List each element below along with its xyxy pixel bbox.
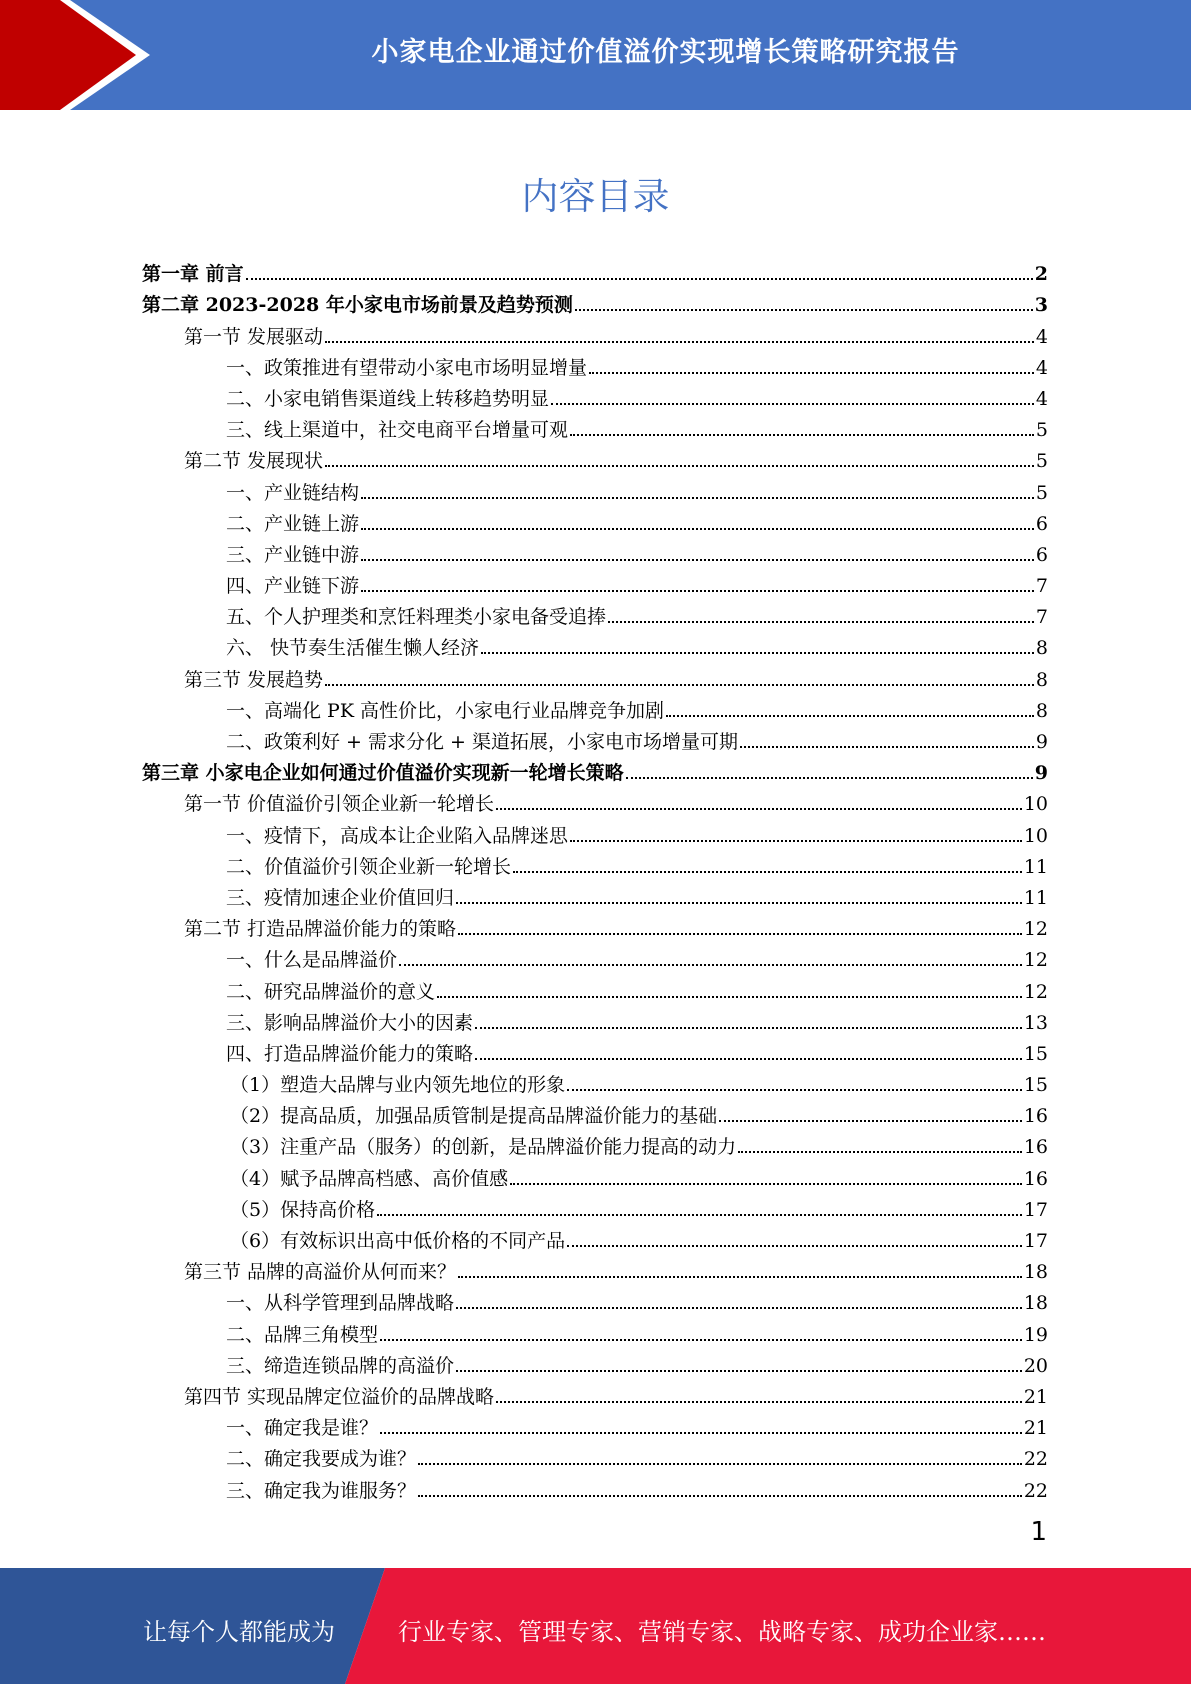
toc-entry-page: 5 bbox=[1035, 481, 1048, 504]
toc-entry[interactable] bbox=[142, 628, 1048, 659]
toc-entry-page: 8 bbox=[1035, 637, 1048, 660]
toc-leader-dots bbox=[246, 278, 1033, 280]
toc-entry-page: 22 bbox=[1023, 1479, 1048, 1502]
toc-entry-page: 5 bbox=[1035, 419, 1048, 442]
toc-entry-page: 15 bbox=[1023, 1042, 1048, 1065]
toc-entry[interactable] bbox=[142, 722, 1048, 753]
toc-entry[interactable] bbox=[142, 971, 1048, 1002]
toc-entry-page: 12 bbox=[1023, 949, 1048, 972]
toc-entry-label: 一、从科学管理到品牌战略 bbox=[226, 1292, 455, 1315]
toc-leader-dots bbox=[361, 497, 1034, 499]
toc-entry[interactable] bbox=[142, 1408, 1048, 1439]
toc-leader-dots bbox=[551, 403, 1034, 405]
toc-entry[interactable] bbox=[142, 1065, 1048, 1096]
toc-leader-dots bbox=[456, 902, 1022, 904]
toc-entry-page: 5 bbox=[1035, 450, 1048, 473]
toc-entry[interactable] bbox=[142, 379, 1048, 410]
toc-entry-label: 第一节 发展驱动 bbox=[184, 325, 324, 348]
toc-entry[interactable] bbox=[142, 1127, 1048, 1158]
toc-entry-label: 二、品牌三角模型 bbox=[226, 1323, 379, 1346]
toc-entry-label: 二、确定我要成为谁？ bbox=[226, 1448, 417, 1471]
toc-entry-page: 19 bbox=[1023, 1323, 1048, 1346]
toc-entry-page: 11 bbox=[1023, 855, 1048, 878]
toc-leader-dots bbox=[567, 1245, 1022, 1247]
toc-entry-label: 二、研究品牌溢价的意义 bbox=[226, 980, 436, 1003]
toc-entry-page: 22 bbox=[1023, 1448, 1048, 1471]
toc-entry-label: 六、 快节奏生活催生懒人经济 bbox=[226, 637, 480, 660]
toc-entry[interactable] bbox=[142, 1346, 1048, 1377]
toc-leader-dots bbox=[513, 871, 1022, 873]
toc-entry-label: 三、线上渠道中，社交电商平台增量可观 bbox=[226, 419, 569, 442]
toc-entry[interactable] bbox=[142, 1377, 1048, 1408]
footer-slogan-left: 让每个人都能成为 bbox=[143, 1618, 335, 1646]
toc-entry[interactable] bbox=[142, 940, 1048, 971]
toc-leader-dots bbox=[380, 1339, 1022, 1341]
toc-entry[interactable] bbox=[142, 566, 1048, 597]
toc-leader-dots bbox=[481, 652, 1034, 654]
toc-entry-label: 四、产业链下游 bbox=[226, 575, 360, 598]
toc-entry[interactable] bbox=[142, 1470, 1048, 1501]
toc-entry-page: 10 bbox=[1023, 793, 1048, 816]
toc-entry[interactable] bbox=[142, 847, 1048, 878]
toc-entry[interactable] bbox=[142, 753, 1048, 784]
toc-entry-page: 16 bbox=[1023, 1105, 1048, 1128]
toc-entry[interactable] bbox=[142, 1221, 1048, 1252]
toc-leader-dots bbox=[458, 933, 1022, 935]
toc-leader-dots bbox=[666, 715, 1034, 717]
toc-entry-label: 一、疫情下，高成本让企业陷入品牌迷思 bbox=[226, 824, 569, 847]
toc-leader-dots bbox=[570, 434, 1034, 436]
toc-entry[interactable] bbox=[142, 1034, 1048, 1065]
toc-entry-page: 7 bbox=[1035, 575, 1048, 598]
toc-entry-label: 第四节 实现品牌定位溢价的品牌战略 bbox=[184, 1385, 495, 1408]
toc-entry-page: 20 bbox=[1023, 1354, 1048, 1377]
toc-entry[interactable] bbox=[142, 254, 1048, 285]
toc-entry-label: 第三章 小家电企业如何通过价值溢价实现新一轮增长策略 bbox=[142, 762, 624, 785]
toc-leader-dots bbox=[589, 372, 1034, 374]
toc-entry-label: 一、高端化 PK 高性价比，小家电行业品牌竞争加剧 bbox=[226, 699, 665, 722]
toc-entry-page: 4 bbox=[1035, 356, 1048, 379]
toc-entry-label: 第二节 发展现状 bbox=[184, 450, 324, 473]
toc-entry-label: （3）注重产品（服务）的创新，是品牌溢价能力提高的动力 bbox=[230, 1136, 737, 1159]
toc-leader-dots bbox=[575, 309, 1033, 311]
toc-entry[interactable] bbox=[142, 504, 1048, 535]
toc-entry[interactable] bbox=[142, 472, 1048, 503]
toc-entry-label: 四、打造品牌溢价能力的策略 bbox=[226, 1042, 474, 1065]
toc-leader-dots bbox=[719, 1120, 1022, 1122]
toc-leader-dots bbox=[475, 1027, 1022, 1029]
toc-entry[interactable] bbox=[142, 878, 1048, 909]
toc-leader-dots bbox=[325, 341, 1034, 343]
toc-entry[interactable] bbox=[142, 410, 1048, 441]
toc-leader-dots bbox=[418, 1495, 1022, 1497]
toc-entry[interactable] bbox=[142, 1096, 1048, 1127]
toc-leader-dots bbox=[361, 559, 1034, 561]
toc-entry-page: 7 bbox=[1035, 606, 1048, 629]
toc-entry[interactable] bbox=[142, 597, 1048, 628]
toc-entry[interactable] bbox=[142, 1158, 1048, 1189]
toc-leader-dots bbox=[738, 1151, 1022, 1153]
toc-leader-dots bbox=[399, 964, 1022, 966]
toc-entry[interactable] bbox=[142, 784, 1048, 815]
toc-entry-label: 第二节 打造品牌溢价能力的策略 bbox=[184, 918, 457, 941]
toc-entry[interactable] bbox=[142, 691, 1048, 722]
toc-entry[interactable] bbox=[142, 1283, 1048, 1314]
toc-entry-label: 三、产业链中游 bbox=[226, 543, 360, 566]
toc-entry-page: 17 bbox=[1023, 1198, 1048, 1221]
toc-leader-dots bbox=[325, 465, 1034, 467]
toc-entry[interactable] bbox=[142, 1190, 1048, 1221]
toc-leader-dots bbox=[361, 590, 1034, 592]
toc-entry-label: （4）赋予品牌高档感、高价值感 bbox=[230, 1167, 509, 1190]
toc-entry-label: 三、缔造连锁品牌的高溢价 bbox=[226, 1354, 455, 1377]
toc-entry-page: 10 bbox=[1023, 824, 1048, 847]
toc-entry-page: 18 bbox=[1023, 1292, 1048, 1315]
toc-entry-page: 8 bbox=[1035, 668, 1048, 691]
toc-entry[interactable] bbox=[142, 285, 1048, 316]
toc-entry[interactable] bbox=[142, 348, 1048, 379]
toc-entry[interactable] bbox=[142, 1252, 1048, 1283]
toc-entry-page: 15 bbox=[1023, 1074, 1048, 1097]
toc-entry-label: 第三节 品牌的高溢价从何而来？ bbox=[184, 1261, 457, 1284]
toc-entry-label: 第二章 2023-2028 年小家电市场前景及趋势预测 bbox=[142, 294, 573, 317]
toc-leader-dots bbox=[567, 1089, 1022, 1091]
toc-entry-label: 二、小家电销售渠道线上转移趋势明显 bbox=[226, 387, 550, 410]
toc-leader-dots bbox=[437, 996, 1022, 998]
toc-leader-dots bbox=[380, 1432, 1022, 1434]
toc-entry-label: （2）提高品质，加强品质管制是提高品牌溢价能力的基础 bbox=[230, 1105, 718, 1128]
toc-entry-label: 三、疫情加速企业价值回归 bbox=[226, 886, 455, 909]
toc-entry-page: 12 bbox=[1023, 980, 1048, 1003]
toc-entry-page: 6 bbox=[1035, 512, 1048, 535]
toc-entry-page: 21 bbox=[1023, 1417, 1048, 1440]
toc-leader-dots bbox=[510, 1183, 1022, 1185]
toc-leader-dots bbox=[608, 621, 1034, 623]
toc-entry-page: 17 bbox=[1023, 1230, 1048, 1252]
toc-entry-page: 16 bbox=[1023, 1136, 1048, 1159]
toc-leader-dots bbox=[740, 746, 1034, 748]
toc-leader-dots bbox=[496, 1401, 1022, 1403]
toc-entry-label: 一、确定我是谁？ bbox=[226, 1417, 379, 1440]
toc-entry-label: 第一节 价值溢价引领企业新一轮增长 bbox=[184, 793, 495, 816]
toc-entry-label: 一、产业链结构 bbox=[226, 481, 360, 504]
toc-leader-dots bbox=[456, 1370, 1022, 1372]
footer-slogan-right: 行业专家、管理专家、营销专家、战略专家、成功企业家…… bbox=[398, 1618, 1046, 1646]
toc-entry-page: 13 bbox=[1023, 1011, 1048, 1034]
header-band bbox=[0, 0, 1191, 110]
toc-title: 内容目录 bbox=[521, 175, 670, 218]
toc-entry-label: （5）保持高价格 bbox=[230, 1198, 376, 1221]
toc-leader-dots bbox=[496, 808, 1022, 810]
toc-entry-page: 9 bbox=[1035, 731, 1048, 753]
toc-entry[interactable] bbox=[142, 316, 1048, 347]
toc-entry-page: 8 bbox=[1035, 699, 1048, 722]
toc-entry[interactable] bbox=[142, 441, 1048, 472]
toc-leader-dots bbox=[570, 840, 1022, 842]
toc-entry-label: 三、确定我为谁服务？ bbox=[226, 1479, 417, 1502]
toc-entry-label: 二、产业链上游 bbox=[226, 512, 360, 535]
toc-leader-dots bbox=[475, 1058, 1022, 1060]
toc-entry[interactable] bbox=[142, 815, 1048, 846]
report-title: 小家电企业通过价值溢价实现增长策略研究报告 bbox=[371, 37, 960, 68]
toc-entry-page: 9 bbox=[1034, 762, 1048, 785]
toc-entry-label: （1）塑造大品牌与业内领先地位的形象 bbox=[230, 1074, 566, 1097]
header-arrow-decoration bbox=[0, 0, 150, 110]
toc-entry-page: 2 bbox=[1034, 263, 1048, 286]
toc-leader-dots bbox=[377, 1214, 1022, 1216]
toc-leader-dots bbox=[458, 1276, 1022, 1278]
toc-entry[interactable] bbox=[142, 1439, 1048, 1470]
toc-entry-label: 一、什么是品牌溢价 bbox=[226, 949, 398, 972]
toc-entry[interactable] bbox=[142, 659, 1048, 690]
page-number: 1 bbox=[1030, 1517, 1047, 1547]
toc-leader-dots bbox=[626, 777, 1033, 779]
toc-leader-dots bbox=[456, 1307, 1022, 1309]
toc-entry-page: 4 bbox=[1035, 387, 1048, 410]
toc-leader-dots bbox=[325, 684, 1034, 686]
toc-entry-label: 五、个人护理类和烹饪料理类小家电备受追捧 bbox=[226, 606, 607, 629]
toc-entry-label: （6）有效标识出高中低价格的不同产品 bbox=[230, 1230, 566, 1252]
toc-entry[interactable] bbox=[142, 1314, 1048, 1345]
toc-leader-dots bbox=[361, 528, 1034, 530]
toc-entry-label: 二、政策利好 + 需求分化 + 渠道拓展，小家电市场增量可期 bbox=[226, 731, 738, 753]
toc-entry-label: 二、价值溢价引领企业新一轮增长 bbox=[226, 855, 512, 878]
toc-entry-page: 3 bbox=[1034, 294, 1048, 317]
toc-entry[interactable] bbox=[142, 1003, 1048, 1034]
toc-entry-page: 6 bbox=[1035, 543, 1048, 566]
toc-entry-page: 18 bbox=[1023, 1261, 1048, 1284]
toc-entry-page: 11 bbox=[1023, 886, 1048, 909]
toc-entry-label: 一、政策推进有望带动小家电市场明显增量 bbox=[226, 356, 588, 379]
toc-entry-label: 三、影响品牌溢价大小的因素 bbox=[226, 1011, 474, 1034]
toc-entry-label: 第三节 发展趋势 bbox=[184, 668, 324, 691]
toc-entry-page: 21 bbox=[1023, 1385, 1048, 1408]
toc-entry-page: 12 bbox=[1023, 918, 1048, 941]
toc-entry-page: 16 bbox=[1023, 1167, 1048, 1190]
toc-entry-label: 第一章 前言 bbox=[142, 263, 244, 286]
toc-entry-page: 4 bbox=[1035, 325, 1048, 348]
toc-leader-dots bbox=[418, 1463, 1022, 1465]
table-of-contents bbox=[142, 254, 1048, 1502]
toc-entry[interactable] bbox=[142, 909, 1048, 940]
toc-entry[interactable] bbox=[142, 535, 1048, 566]
